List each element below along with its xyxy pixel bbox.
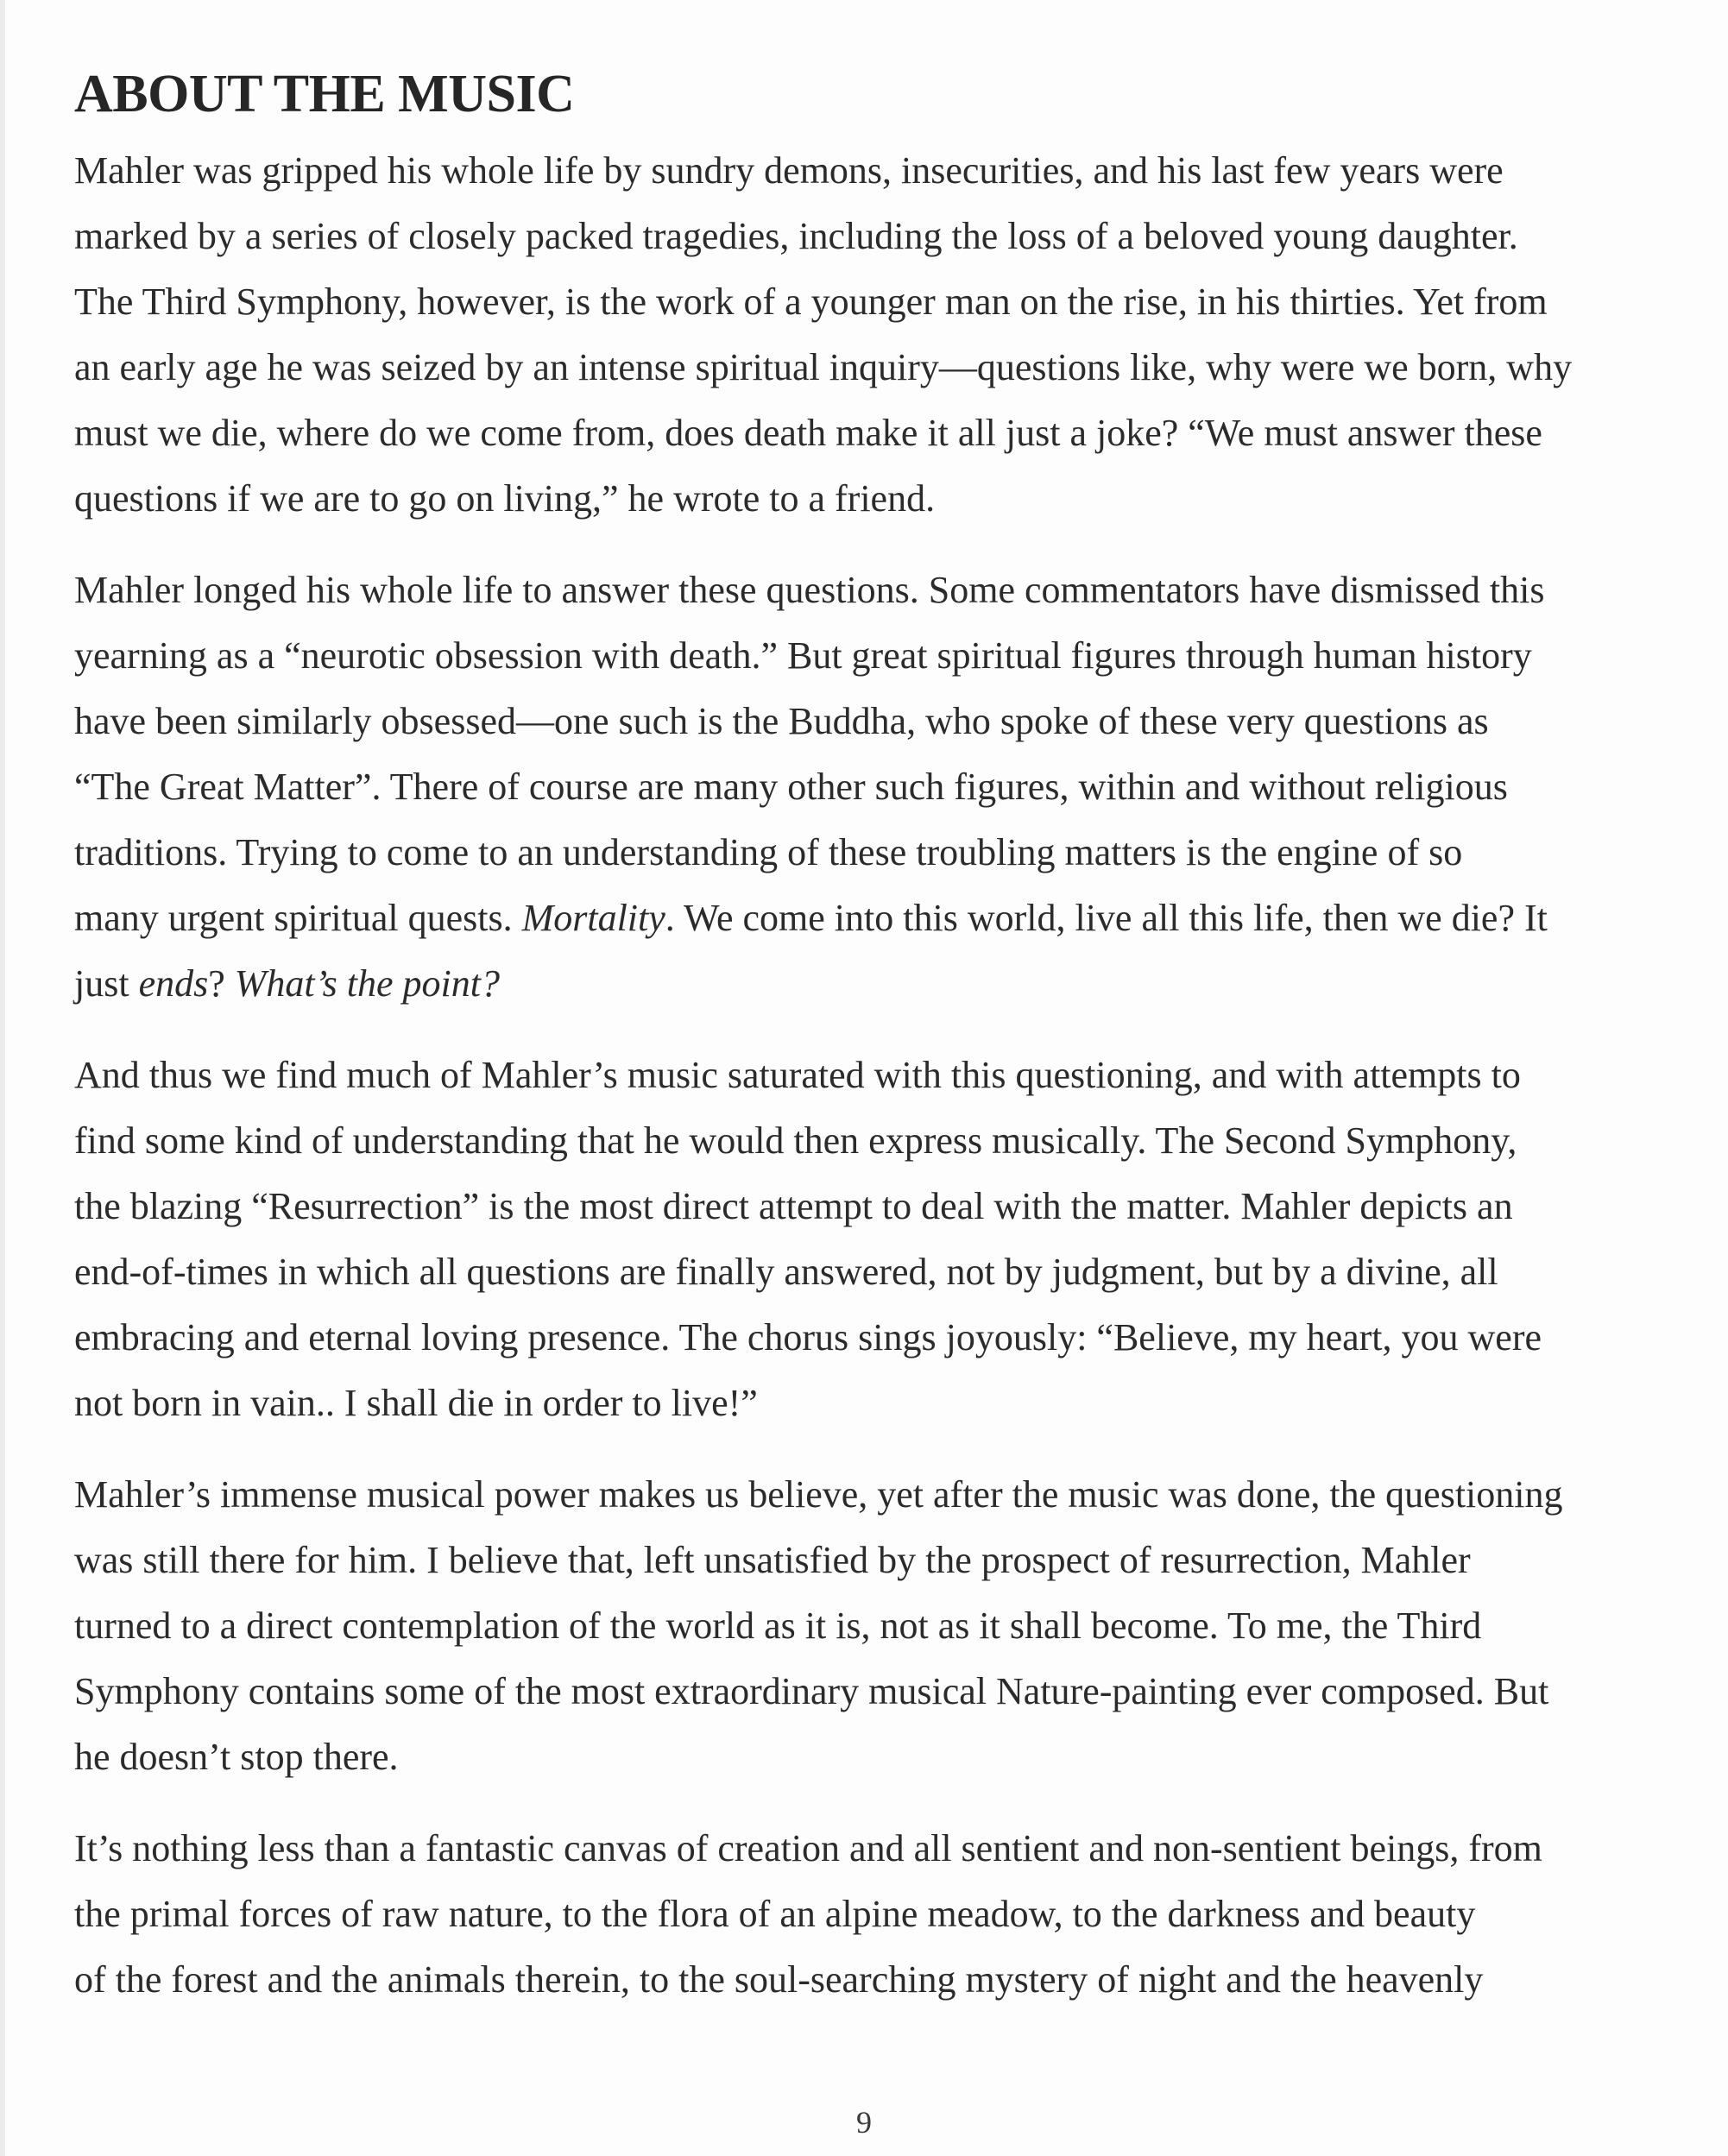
text-line: Mahler longed his whole life to answer these questions. Some commentators have dismissed this — [74, 569, 1545, 611]
text-segment: . We come into this world, live all this life, then we die? It — [665, 897, 1548, 939]
text-line: the blazing “Resurrection” is the most direct attempt to deal with the matter. Mahler depicts an — [74, 1185, 1513, 1227]
italic-text: Mortality — [521, 897, 665, 939]
text-line: find some kind of understanding that he would then express musically. The Second Symphony, — [74, 1119, 1517, 1162]
page-edge-shadow — [0, 0, 5, 2156]
text-line: embracing and eternal loving presence. The chorus sings joyously: “Believe, my heart, you were — [74, 1316, 1542, 1359]
text-line: turned to a direct contemplation of the world as it is, not as it shall become. To me, the Third — [74, 1604, 1482, 1647]
page-number: 9 — [856, 2105, 872, 2140]
section-title: ABOUT THE MUSIC — [74, 65, 575, 123]
text-line: of the forest and the animals therein, to the soul-searching mystery of night and the heavenly — [74, 1958, 1484, 2001]
text-line: Mahler’s immense musical power makes us believe, yet after the music was done, the questioning — [74, 1473, 1563, 1516]
paragraph-2 — [74, 558, 1711, 1017]
paragraph-3 — [74, 1043, 1711, 1436]
text-line: “The Great Matter”. There of course are many other such figures, within and without religious — [74, 766, 1508, 808]
text-segment: ? — [208, 962, 235, 1005]
text-segment: many urgent spiritual quests. — [74, 897, 522, 939]
paragraph-1 — [74, 138, 1711, 532]
text-line — [74, 951, 1711, 1017]
text-line: end-of-times in which all questions are finally answered, not by judgment, but by a divine, all — [74, 1251, 1498, 1293]
text-line: traditions. Trying to come to an understanding of these troubling matters is the engine of so — [74, 831, 1463, 873]
text-line: yearning as a “neurotic obsession with death.” But great spiritual figures through human history — [74, 634, 1532, 677]
text-line: have been similarly obsessed—one such is the Buddha, who spoke of these very questions as — [74, 700, 1489, 742]
text-line: marked by a series of closely packed tragedies, including the loss of a beloved young daughter. — [74, 215, 1518, 257]
italic-text: ends — [138, 962, 209, 1005]
text-line: Symphony contains some of the most extraordinary musical Nature-painting ever composed. But — [74, 1670, 1549, 1712]
text-line: It’s nothing less than a fantastic canvas of creation and all sentient and non-sentient beings, from — [74, 1827, 1542, 1869]
paragraph-5 — [74, 1816, 1711, 2013]
text-line: must we die, where do we come from, does death make it all just a joke? “We must answer these — [74, 412, 1542, 454]
document-page — [74, 55, 1711, 2013]
text-line: the primal forces of raw nature, to the flora of an alpine meadow, to the darkness and beauty — [74, 1893, 1476, 1935]
text-line: was still there for him. I believe that, left unsatisfied by the prospect of resurrection, Mahler — [74, 1539, 1471, 1581]
text-line: And thus we find much of Mahler’s music saturated with this questioning, and with attempts to — [74, 1054, 1521, 1096]
text-line: The Third Symphony, however, is the work of a younger man on the rise, in his thirties. Yet from — [74, 281, 1548, 323]
paragraph-4 — [74, 1462, 1711, 1790]
text-segment: just — [74, 962, 139, 1005]
text-line: Mahler was gripped his whole life by sundry demons, insecurities, and his last few years were — [74, 149, 1504, 192]
text-line: an early age he was seized by an intense spiritual inquiry—questions like, why were we born, why — [74, 346, 1573, 388]
text-line: not born in vain.. I shall die in order to live!” — [74, 1382, 758, 1424]
text-line — [74, 886, 1711, 951]
text-line: questions if we are to go on living,” he wrote to a friend. — [74, 477, 936, 520]
italic-text: What’s the point? — [234, 962, 500, 1005]
text-line: he doesn’t stop there. — [74, 1736, 399, 1778]
